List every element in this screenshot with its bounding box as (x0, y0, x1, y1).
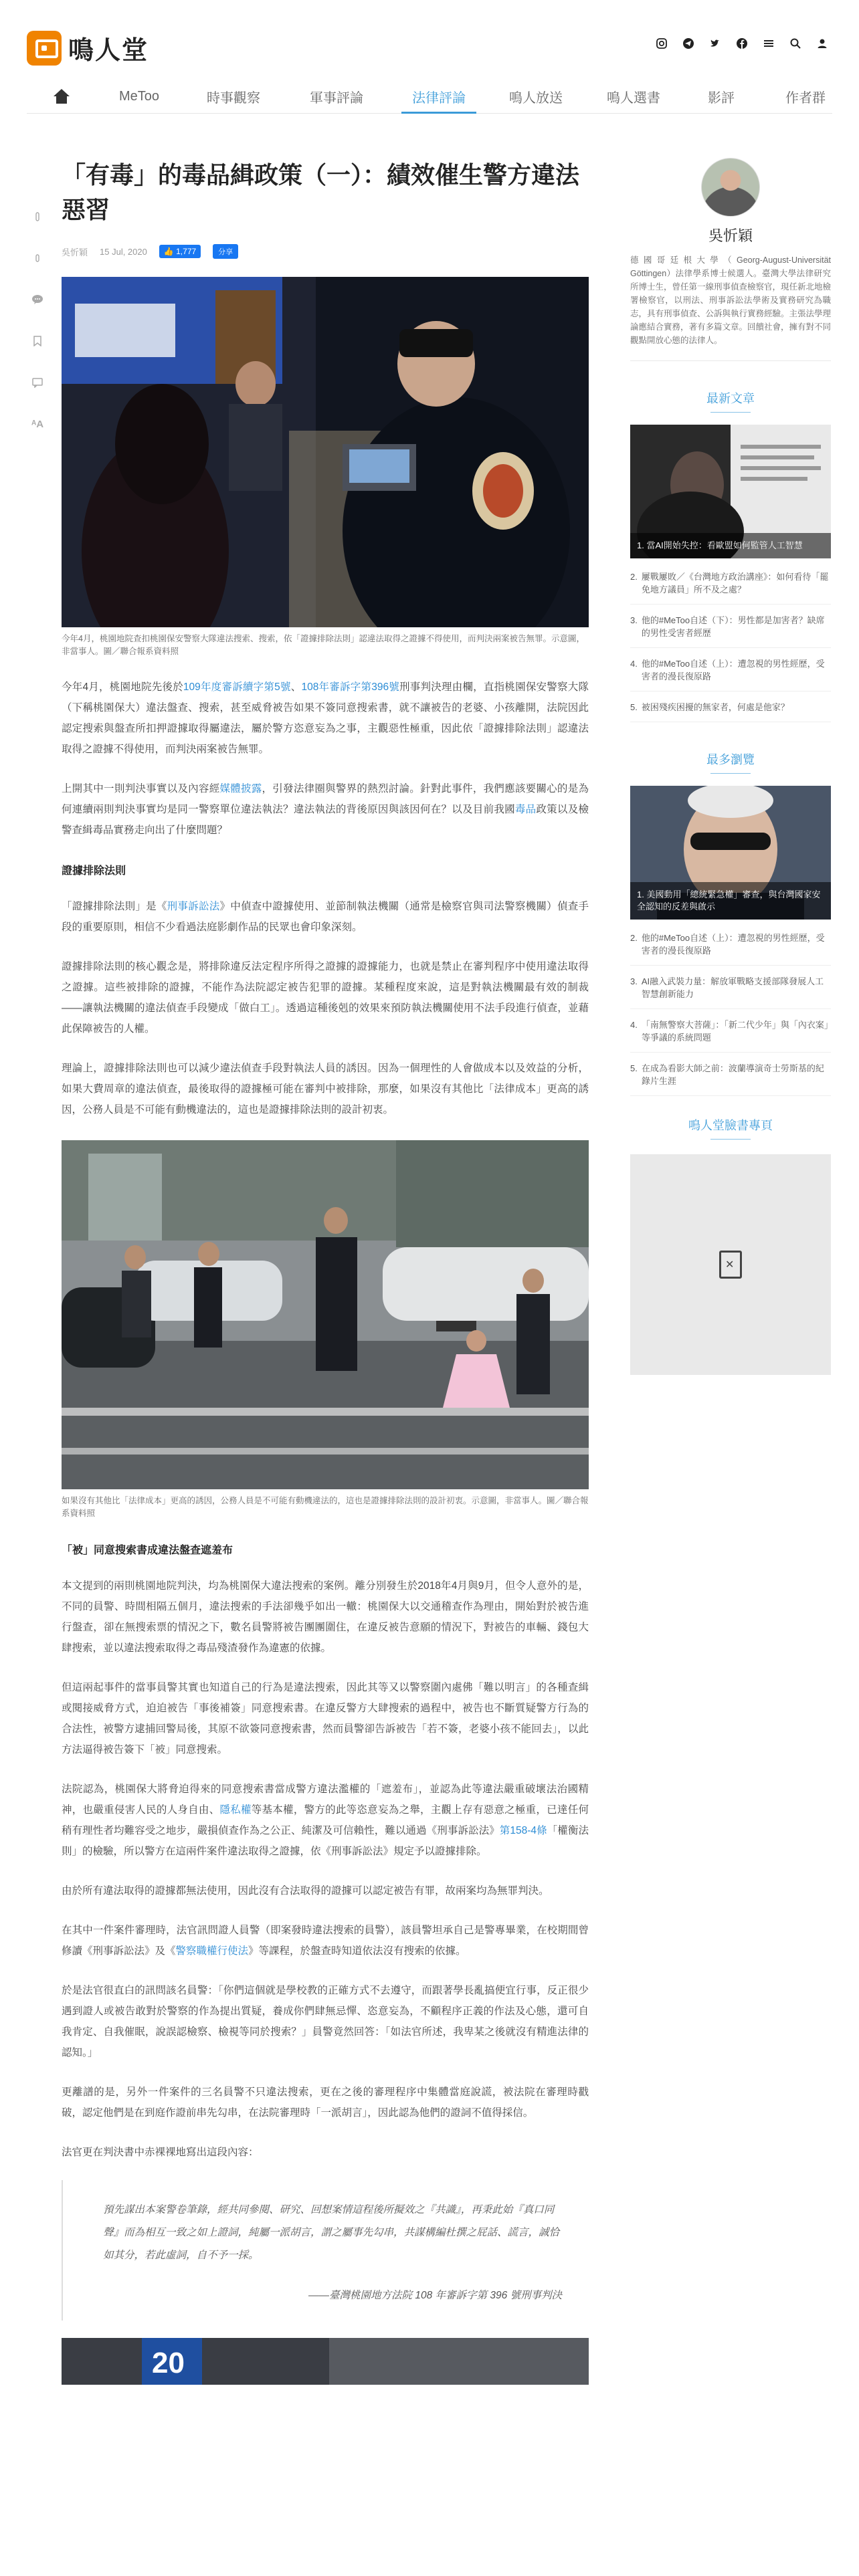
like-count: 👍 1,777 (163, 247, 197, 256)
link-media-report[interactable]: 媒體披露 (219, 783, 262, 794)
nav-item-authors[interactable]: 作者群 (785, 90, 826, 106)
instagram-icon[interactable] (656, 37, 668, 49)
link-verdict-1[interactable]: 109年度審訴續字第5號 (183, 681, 291, 693)
article (62, 158, 589, 2385)
recent-articles-heading: 最新文章 (630, 389, 831, 413)
search-icon[interactable] (789, 37, 801, 49)
article-title: 「有毒」的毒品緝政策（一）：績效催生警方違法惡習 (62, 161, 580, 223)
fb-share-button[interactable]: 分享 (213, 244, 238, 259)
menu-icon[interactable] (763, 37, 775, 49)
article-author[interactable]: 吳忻穎 (62, 247, 88, 257)
nav-item-podcast[interactable]: 鳴人放送 (509, 90, 563, 106)
divider (630, 360, 831, 361)
list-item[interactable]: 3. AI融入武裝力量：解放軍戰略支援部隊發展人工智慧創新能力 (630, 966, 831, 1009)
popular-list (630, 922, 831, 1096)
photo-2-caption: 如果沒有其他比「法律成本」更高的誘因，公務人員是不可能有動機違法的，這也是證據排除法則的設計初衷。示意圖，非當事人。圖／聯合報系資料照 (62, 1496, 589, 1518)
nav-item-current-affairs[interactable]: 時事觀察 (207, 90, 260, 106)
paragraph: 證據排除法則的核心觀念是，將排除違反法定程序所得之證據的證據能力，也就是禁止在審判程序中使用違法取得之證據。這些被排除的證據，不能作為法院認定被告犯罪的證據。某種程度來說，這是對執法機關最有效的制裁——讓執法機關的違法偵查手段變成「做白工」。透過這種後剋的效果來預防執法機關使用不法手段進行偵查，並藉此保障被告的人權。 (62, 961, 589, 1035)
list-item[interactable]: 5. 被困殘疾困擾的無家者，何處是他家？ (630, 691, 831, 722)
author-name[interactable]: 吳忻穎 (708, 227, 753, 244)
section-heading: 「被」同意搜索書成違法盤查遮羞布 (62, 1545, 233, 1556)
paragraph: 理論上，證據排除法則也可以減少違法偵查手段對執法人員的誘因。因為一個理性的人會做成本以及效益的分析，如果大費周章的違法偵查，最後取得的證據極可能在審判中被排除，那麼，如果沒有其他比「法律成本」更高的誘因，公務人員是不可能有動機違法的，這也是證據排除法則的設計初衷。 (62, 1063, 589, 1115)
text-run: 等基本權，警方的此等恣意妄為之舉，主觀上存有惡意之極重，已達任何稍有理性者均難容受之地步，嚴損偵查作為之公正、純潔及可信賴性，難以通過《刑事訴訟法》 (62, 1804, 589, 1836)
share-rail (31, 210, 44, 431)
telegram-icon[interactable] (682, 37, 694, 49)
sidebar (630, 158, 831, 1375)
text-run: 在其中一件案件審理時，法官訊問證人員警（即案發時違法搜索的員警），該員警坦承自己是警專畢業，在校期間曾修讀《刑事訴訟法》及《 (62, 1925, 589, 1957)
popular-thumb-caption: 1. 美國動用「總統緊急權」審查，與台灣國家安全認知的反差與啟示 (630, 882, 831, 920)
list-item[interactable]: 4. 他的#MeToo自述（上）：遭忽視的男性經歷，受害者的漫長復原路 (630, 648, 831, 691)
nav-home[interactable] (27, 80, 96, 113)
paragraph (62, 677, 589, 760)
photo-1-caption: 今年4月，桃園地院查扣桃園保安警察大隊違法搜索、搜索，依「證據排除法則」認違法取得之證據不得使用，而判決兩案被告無罪。示意圖，非當事人。圖／聯合報系資料照 (62, 634, 585, 656)
most-viewed-heading: 最多瀏覽 (630, 750, 831, 774)
nav-item-film[interactable]: 影評 (708, 90, 735, 106)
fb-page-embed[interactable] (630, 1154, 831, 1375)
section-heading: 證據排除法則 (62, 865, 126, 877)
facebook-share-icon[interactable] (31, 293, 44, 306)
quote-text: 預先謀出本案警卷筆錄，經共同參閱、研究、回想案情這程後所擬效之『共識』，再秉此始『真口同聲』而為相互一致之如上證詞，純屬一派胡言，謂之屬事先勾串，共謀構編杜撰之屁話、謊言，誠恰如其分，若此虛詞，自不予一採。 (103, 2204, 560, 2261)
list-item[interactable]: 4. 「南無警察大菩薩」：「新二代少年」與「內衣案」等爭議的系統問題 (630, 1009, 831, 1053)
text-run: 今年4月，桃園地院先後於 (62, 681, 183, 693)
twitter-icon[interactable] (709, 37, 721, 49)
link-verdict-2[interactable]: 108年審訴字第396號 (301, 681, 400, 693)
article-photo-2 (62, 1140, 589, 1489)
text-run: ，引發法律圈與警界的熱烈討論。針對此事件，我們應該要關心的是為何連續兩則判決事實均是同一警察單位違法執法？違法執法的背後原因與該因何在？以及目前我國 (62, 783, 589, 815)
text-run: 刑事判決理由欄，直指桃園保安警察大隊（下稱桃園保大）違法盤查、搜索，甚至威脅被告如果不簽同意搜索書，就不讓被告的老婆、小孩離開，法院因此認定搜索與盤查所扣押證據取得屬違法，屬於警方恣意妄為之事，主觀惡性極重，因此依「證據排除法則」認違法取得之證據不得使用，而判決兩案被告無罪。 (62, 681, 589, 755)
article-date: 15 Jul, 2020 (100, 246, 147, 257)
text-run: 》等課程，於盤查時知道依法沒有搜索的依據。 (248, 1945, 466, 1957)
link-police-powers-act[interactable]: 警察職權行使法 (175, 1945, 249, 1957)
text-run: 「證據排除法則」是《 (62, 901, 167, 912)
paragraph: 由於所有違法取得的證據都無法使用，因此沒有合法取得的證據可以認定被告有罪，故兩案均為無罪判決。 (62, 1885, 549, 1897)
paragraph: 於是法官很直白的訊問該名員警：「你們這個就是學校教的正確方式不去遵守，而跟著學長亂搞便宜行事，反正很少遇到證人或被告敢對於警察的作為提出質疑，養成你們肆無忌憚、恣意妄為，不顧程序正義的作法及心態，還可自我肯定、自我催眠，說誤認檢察、檢視等同於搜索？」員警竟然回答：「如法官所述，我卑某之後就沒有精進法律的認知。」 (62, 1985, 589, 2058)
fb-page-heading: 鳴人堂臉書專頁 (630, 1116, 831, 1140)
paragraph: 本文提到的兩則桃園地院判決，均為桃園保大違法搜索的案例。離分別發生於2018年4月與9月，但令人意外的是，不同的員警、時間相隔五個月，違法搜索的手法卻幾乎如出一轍：桃園保大以交通稽查作為理由，開始對於被告進行盤查，卻在無搜索票的情況之下，數名員警將被告團團圍住，在違反被告意願的情況下，對被告的車輛、錢包大肆搜索，並以違法搜索取得之毒品殘渣發作為違憲的依據。 (62, 1580, 589, 1654)
text-run: 政策以及檢警查緝毒品實務走向出了什麼問題？ (62, 804, 589, 836)
article-meta (62, 243, 589, 259)
link-criminal-procedure[interactable]: 刑事訴訟法 (167, 901, 220, 912)
user-icon[interactable] (816, 37, 828, 49)
line-icon[interactable] (31, 251, 44, 265)
bookmark-icon[interactable] (31, 334, 44, 348)
text-run: 》中偵查中證據使用、並節制執法機關（通常是檢察官與司法警察機關）偵查手段的重要原則，相信不少看過法庭影劇作品的民眾也會印象深刻。 (62, 901, 589, 933)
nav-item-books[interactable]: 鳴人選書 (607, 90, 660, 106)
logo-text: 鳴人堂 (68, 37, 149, 65)
list-item[interactable]: 3. 他的#MeToo自述（下）：男性都是加害者？缺席的男性受害者經歷 (630, 605, 831, 648)
paragraph (62, 1920, 589, 1961)
text-run: 、 (290, 681, 302, 693)
text-run: 「權衡法則」的檢驗，所以警方在這兩件案件違法取得之證據，依《刑事訴訟法》規定予以證據排除。 (62, 1825, 589, 1857)
recent-list (630, 561, 831, 722)
paragraph (62, 896, 589, 938)
link-privacy[interactable]: 隱私權 (219, 1804, 252, 1816)
article-photo-3 (62, 2338, 589, 2385)
text-run: 上開其中一則判決事實以及內容經 (62, 783, 220, 794)
author-avatar[interactable] (701, 158, 760, 217)
home-icon (53, 89, 70, 104)
author-bio: 德國哥廷根大學（Georg-August-Universität Göttingen）法律學系博士候選人。臺灣大學法律研究所博士生，曾任第一線刑事偵查檢察官，現任新北地檢署檢察官，以刑法、刑事訴訟法學術及實務研究為職志，具有刑事偵查、公訴與執行實務經驗。主張法學理論應結合實務，著有多篇文章。回饋社會，擁有對不同觀點開放心態的法律人。 (630, 255, 832, 345)
paragraph: 但這兩起事件的當事員警其實也知道自己的行為是違法搜索，因此其等又以警察圍內處佛「難以明言」的各種查緝或閱接威脅方式，迫迫被告「事後補簽」同意搜索書。在違反警方大肆搜索的過程中，被告也不斷質疑警方行為的合法性，被警方逮捕回警局後，其原不欲簽同意搜索書，然而員警卻告訴被告「若不簽，老婆小孩不能回去」，以此方法逼得被告簽下「被」同意搜索。 (62, 1682, 589, 1755)
link-drugs[interactable]: 毒品 (514, 804, 537, 815)
link-article-158-4[interactable]: 第158-4條 (499, 1825, 547, 1836)
list-item[interactable]: 5. 在成為看影大師之前：波蘭導演奇士勞斯基的紀錄片生涯 (630, 1053, 831, 1096)
paragraph: 法官更在判決書中赤裸裸地寫出這段內容： (62, 2147, 259, 2158)
quote-source: ——臺灣桃園地方法院 108 年審訴字第 396 號刑事判決 (308, 2290, 562, 2301)
popular-featured-thumb[interactable] (630, 786, 831, 920)
nav-item-legal[interactable]: 法律評論 (401, 80, 476, 113)
recent-thumb-caption: 1. 當AI開始失控：看歐盟如何監管人工智慧 (630, 533, 831, 558)
article-photo-1 (62, 277, 589, 627)
comment-icon[interactable] (31, 376, 44, 389)
site-header (0, 0, 859, 67)
site-logo[interactable] (27, 29, 149, 66)
recent-featured-thumb[interactable] (630, 425, 831, 558)
paragraph (62, 778, 589, 841)
svg-text:20: 20 (152, 2347, 185, 2379)
paragraph (62, 1779, 589, 1862)
font-size-icon[interactable]: ᴬA (31, 418, 44, 430)
logo-mark-icon (27, 31, 62, 66)
main-nav (27, 80, 832, 114)
text-run: 法院認為，桃園保大將脅迫得來的同意搜索書當成警方違法濫權的「遮羞布」，並認為此等違法嚴重破壞法治國精神，也嚴重侵害人民的人身自由、 (62, 1784, 589, 1816)
facebook-icon[interactable] (736, 37, 748, 49)
nav-item-military[interactable]: 軍事評論 (310, 90, 363, 106)
link-icon[interactable] (31, 210, 44, 223)
header-icon-bar (656, 37, 828, 49)
fb-like-button[interactable] (159, 245, 201, 258)
nav-item-metoo[interactable]: MeToo (118, 88, 160, 104)
paragraph: 更離譜的是，另外一件案件的三名員警不只違法搜索，更在之後的審理程序中集體當庭說謊，被法院在審理時戳破，認定他們是在到庭作證前串先勾串，在法院審理時「一派胡言」，因此認為他們的證詞不值得採信。 (62, 2086, 589, 2119)
verdict-quote (62, 2180, 589, 2321)
list-item[interactable]: 2. 屢戰屢敗／《台灣地方政治講座》：如何看待「罷免地方議員」所不及之處？ (630, 561, 831, 605)
broken-embed-icon (719, 1251, 742, 1279)
list-item[interactable]: 2. 他的#MeToo自述（上）：遭忽視的男性經歷，受害者的漫長復原路 (630, 922, 831, 966)
